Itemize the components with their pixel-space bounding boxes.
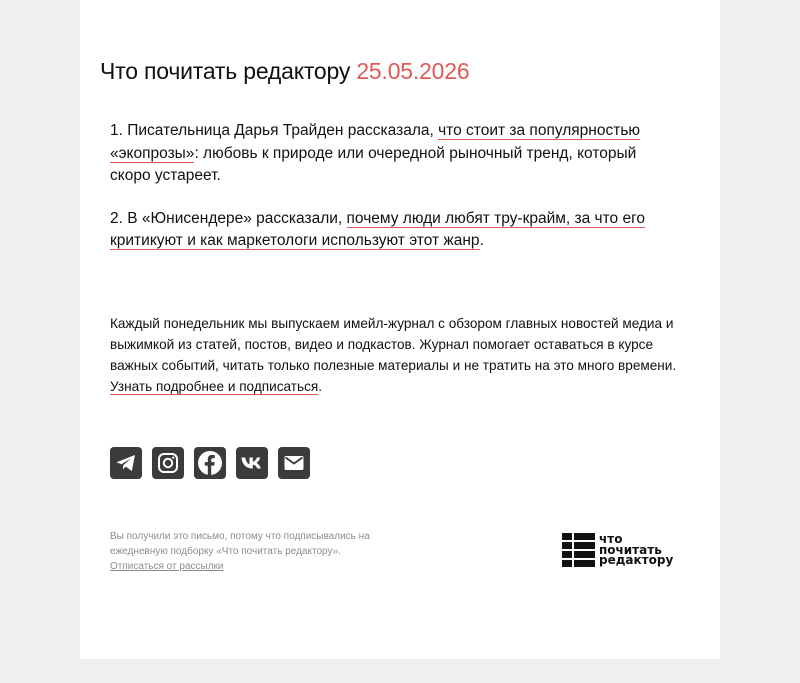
footer-note — [110, 529, 400, 574]
social-links — [110, 447, 310, 479]
about-end: . — [318, 379, 323, 394]
telegram-icon[interactable] — [110, 447, 142, 479]
logo-wordmark — [599, 534, 673, 566]
subscribe-link[interactable]: Узнать подробнее и подписаться — [110, 379, 319, 394]
list-item — [110, 208, 680, 253]
item-text: В «Юнисендере» рассказали, — [127, 209, 347, 227]
logo-line: редактору — [599, 553, 674, 568]
logo-line: что — [599, 532, 623, 547]
email-icon[interactable] — [278, 447, 310, 479]
title-text: Что почитать редактору — [100, 58, 351, 84]
article-link[interactable]: почему люди любят тру-крайм, за что его критикуют и как маркетологи используют этот жанр — [110, 209, 646, 249]
about-paragraph — [110, 313, 695, 397]
item-number: 1. — [110, 122, 123, 139]
item-number: 2. — [110, 209, 123, 227]
news-list — [110, 120, 680, 273]
footer-text: Вы получили это письмо, потому что подписывались на ежедневную подборку «Что почитать редактору». — [110, 531, 370, 557]
logo — [562, 533, 673, 567]
facebook-icon[interactable] — [194, 447, 226, 479]
page-title — [100, 58, 469, 85]
email-card — [80, 0, 720, 659]
issue-date: 25.05.2026 — [356, 58, 470, 84]
about-text: Каждый понедельник мы выпускаем имейл-журнал с обзором главных новостей медиа и выжимкой из статей, постов, видео и подкастов. Журнал помогает оставаться в курсе важных событий, читать только полезные материалы и не тратить на это много времени. — [110, 316, 677, 373]
logo-mark-icon — [562, 533, 595, 567]
item-text: Писательница Дарья Трайден рассказала, — [127, 122, 439, 139]
list-item — [110, 120, 680, 188]
logo-line: почитать — [599, 542, 662, 557]
item-text: . — [479, 232, 484, 249]
instagram-icon[interactable] — [152, 447, 184, 479]
item-text: : любовь к природе или очередной рыночный тренд, который скоро устареет. — [110, 144, 637, 184]
unsubscribe-link[interactable]: Отписаться от рассылки — [110, 561, 224, 572]
vk-icon[interactable] — [236, 447, 268, 479]
article-link[interactable]: что стоит за популярностью «экопрозы» — [110, 122, 641, 162]
